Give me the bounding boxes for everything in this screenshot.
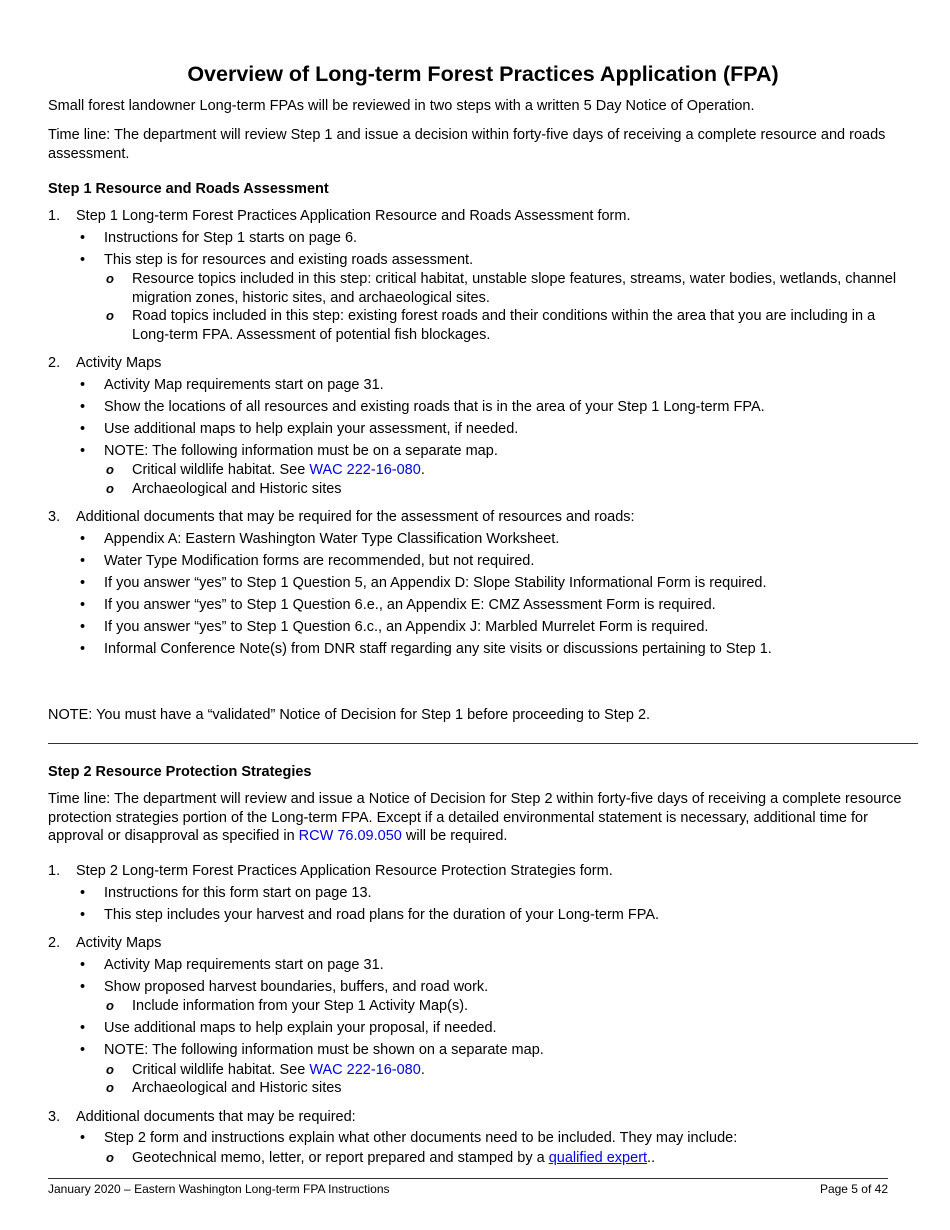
bullet-item bbox=[76, 1129, 908, 1167]
sub-bullet-icon: o bbox=[106, 1149, 114, 1165]
sub-list bbox=[104, 997, 908, 1016]
section-divider bbox=[48, 743, 918, 744]
bullet-list bbox=[76, 1129, 908, 1167]
bullet-item bbox=[76, 618, 908, 637]
bullet-text: NOTE: The following information must be on a separate map. bbox=[104, 442, 498, 459]
bullet-text: Water Type Modification forms are recommended, but not required. bbox=[104, 552, 535, 569]
bullet-item bbox=[76, 1041, 908, 1098]
bullet-text: Informal Conference Note(s) from DNR staff regarding any site visits or discussions pertaining to Step 1. bbox=[104, 640, 772, 657]
bullet-icon: • bbox=[80, 574, 86, 591]
numbered-item bbox=[48, 508, 908, 658]
sub-list bbox=[104, 461, 908, 498]
item-text: Activity Maps bbox=[76, 935, 162, 951]
sub-item bbox=[104, 270, 908, 307]
numbered-item bbox=[48, 934, 908, 1098]
timeline-step2-tail: will be required. bbox=[401, 828, 508, 844]
bullet-icon: • bbox=[80, 596, 86, 613]
intro-paragraph: Small forest landowner Long-term FPAs will be reviewed in two steps with a written 5 Day Notice of Operation. bbox=[48, 98, 755, 114]
page-title: Overview of Long-term Forest Practices Application (FPA) bbox=[187, 62, 779, 86]
bullet-item bbox=[76, 956, 908, 975]
footer-rule bbox=[48, 1178, 888, 1179]
item-text: Activity Maps bbox=[76, 355, 162, 371]
bullet-item bbox=[76, 596, 908, 615]
sub-item bbox=[104, 1079, 908, 1098]
bullet-list bbox=[76, 229, 908, 345]
sub-text: Archaeological and Historic sites bbox=[132, 480, 342, 497]
bullet-item bbox=[76, 251, 908, 345]
bullet-item bbox=[76, 552, 908, 571]
bullet-text: This step includes your harvest and road plans for the duration of your Long-term FPA. bbox=[104, 906, 660, 923]
bullet-item bbox=[76, 442, 908, 499]
item-number: 2. bbox=[48, 355, 61, 371]
item-text: Additional documents that may be required: bbox=[76, 1108, 356, 1125]
sub-bullet-icon: o bbox=[106, 271, 114, 286]
bullet-item bbox=[76, 398, 908, 417]
bullet-icon: • bbox=[80, 251, 86, 268]
timeline-step2 bbox=[48, 790, 908, 846]
bullet-item bbox=[76, 530, 908, 549]
bullet-text: Show proposed harvest boundaries, buffers, and road work. bbox=[104, 978, 489, 995]
page-number: Page 5 of 42 bbox=[819, 1182, 888, 1196]
bullet-text: If you answer “yes” to Step 1 Question 6.e., an Appendix E: CMZ Assessment Form is required. bbox=[104, 596, 716, 613]
item-number: 1. bbox=[48, 208, 61, 224]
bullet-icon: • bbox=[80, 552, 86, 569]
bullet-icon: • bbox=[80, 530, 86, 547]
bullet-text: Step 2 form and instructions explain what other documents need to be included. They may include: bbox=[104, 1130, 738, 1146]
qualified-expert-link[interactable]: qualified expert bbox=[548, 1149, 648, 1166]
bullet-item bbox=[76, 640, 908, 659]
sub-text: Resource topics included in this step: critical habitat, unstable slope features, streams, water bodies, wetlands, channel migration zones, historic sites, and archaeological sites. bbox=[132, 271, 897, 306]
sub-text-tail: .. bbox=[647, 1149, 656, 1166]
item-number: 3. bbox=[48, 1108, 61, 1125]
bullet-list bbox=[76, 956, 908, 1098]
step2-list bbox=[48, 862, 908, 1167]
sub-bullet-icon: o bbox=[106, 1061, 114, 1077]
item-text: Step 2 Long-term Forest Practices Application Resource Protection Strategies form. bbox=[76, 863, 613, 879]
item-number: 3. bbox=[48, 509, 61, 525]
bullet-item bbox=[76, 1019, 908, 1038]
rcw-link[interactable]: RCW 76.09.050 bbox=[298, 828, 402, 844]
bullet-list bbox=[76, 376, 908, 499]
step2-heading: Step 2 Resource Protection Strategies bbox=[48, 764, 312, 780]
sub-text: Critical wildlife habitat. See bbox=[132, 462, 310, 478]
bullet-icon: • bbox=[80, 442, 86, 459]
bullet-text: Instructions for Step 1 starts on page 6. bbox=[104, 229, 358, 246]
bullet-icon: • bbox=[80, 229, 86, 246]
bullet-text: If you answer “yes” to Step 1 Question 6.c., an Appendix J: Marbled Murrelet Form is required. bbox=[104, 618, 709, 635]
sub-item bbox=[104, 1061, 908, 1080]
bullet-list bbox=[76, 530, 908, 659]
step1-note: NOTE: You must have a “validated” Notice of Decision for Step 1 before proceeding to Step 2. bbox=[48, 707, 651, 723]
bullet-text: Show the locations of all resources and existing roads that is in the area of your Step 1 Long-term FPA. bbox=[104, 398, 765, 415]
bullet-icon: • bbox=[80, 906, 86, 923]
sub-text: Archaeological and Historic sites bbox=[132, 1080, 342, 1096]
item-text: Step 1 Long-term Forest Practices Application Resource and Roads Assessment form. bbox=[76, 208, 631, 224]
bullet-text: If you answer “yes” to Step 1 Question 5, an Appendix D: Slope Stability Informational Form is required. bbox=[104, 574, 767, 591]
wac-link[interactable]: WAC 222-16-080 bbox=[309, 1061, 421, 1078]
sub-text-tail: . bbox=[420, 462, 425, 478]
sub-list bbox=[104, 1149, 908, 1168]
sub-list bbox=[104, 1061, 908, 1098]
bullet-icon: • bbox=[80, 376, 86, 393]
bullet-item bbox=[76, 376, 908, 395]
bullet-item bbox=[76, 229, 908, 248]
bullet-text: Use additional maps to help explain your assessment, if needed. bbox=[104, 420, 519, 437]
sub-item bbox=[104, 1149, 908, 1168]
timeline-step2-text: Time line: The department will review and issue a Notice of Decision for Step 2 within forty-five days of receiving a complete resource protection strategies portion of the Long-term FPA. Except if a detailed environmental statement is necessary, additional time for approval or disapproval as specified in bbox=[48, 791, 902, 844]
bullet-icon: • bbox=[80, 1042, 86, 1058]
bullet-item bbox=[76, 574, 908, 593]
bullet-icon: • bbox=[80, 978, 86, 995]
sub-text: Include information from your Step 1 Activity Map(s). bbox=[132, 998, 469, 1014]
item-number: 1. bbox=[48, 863, 61, 879]
bullet-text: Activity Map requirements start on page 31. bbox=[104, 956, 384, 973]
sub-item bbox=[104, 997, 908, 1016]
step1-list bbox=[48, 207, 908, 658]
bullet-icon: • bbox=[80, 420, 86, 437]
numbered-item bbox=[48, 354, 908, 498]
sub-text: Road topics included in this step: existing forest roads and their conditions within the area that you are including in a Long-term FPA. Assessment of potential fish blockages. bbox=[132, 308, 876, 343]
item-text: Additional documents that may be required for the assessment of resources and roads: bbox=[76, 509, 635, 525]
bullet-item bbox=[76, 884, 908, 903]
numbered-item bbox=[48, 207, 908, 344]
sub-bullet-icon: o bbox=[106, 480, 114, 496]
bullet-icon: • bbox=[80, 398, 86, 415]
sub-item bbox=[104, 480, 908, 499]
bullet-text: Instructions for this form start on page 13. bbox=[104, 884, 372, 901]
bullet-text: Appendix A: Eastern Washington Water Type Classification Worksheet. bbox=[104, 530, 560, 547]
bullet-text: NOTE: The following information must be shown on a separate map. bbox=[104, 1042, 544, 1058]
bullet-item bbox=[76, 978, 908, 1016]
numbered-item bbox=[48, 1108, 908, 1168]
bullet-text: This step is for resources and existing roads assessment. bbox=[104, 251, 474, 268]
sub-item bbox=[104, 307, 908, 344]
sub-text-tail: . bbox=[420, 1061, 425, 1078]
bullet-icon: • bbox=[80, 956, 86, 973]
bullet-icon: • bbox=[80, 1130, 86, 1146]
bullet-icon: • bbox=[80, 1020, 86, 1036]
sub-item bbox=[104, 461, 908, 480]
sub-bullet-icon: o bbox=[106, 998, 114, 1013]
sub-bullet-icon: o bbox=[106, 308, 114, 323]
sub-text: Geotechnical memo, letter, or report prepared and stamped by a bbox=[132, 1149, 549, 1166]
timeline-step1: Time line: The department will review Step 1 and issue a decision within forty-five days of receiving a complete resource and roads assessment. bbox=[48, 127, 886, 162]
bullet-text: Activity Map requirements start on page 31. bbox=[104, 376, 384, 393]
sub-list bbox=[104, 270, 908, 344]
bullet-item bbox=[76, 420, 908, 439]
sub-bullet-icon: o bbox=[106, 1080, 114, 1095]
bullet-item bbox=[76, 906, 908, 925]
bullet-icon: • bbox=[80, 884, 86, 901]
item-number: 2. bbox=[48, 935, 61, 951]
wac-link[interactable]: WAC 222-16-080 bbox=[309, 462, 421, 478]
footer-left: January 2020 – Eastern Washington Long-term FPA Instructions bbox=[48, 1182, 390, 1196]
step1-heading: Step 1 Resource and Roads Assessment bbox=[48, 181, 329, 197]
numbered-item bbox=[48, 862, 908, 924]
bullet-icon: • bbox=[80, 618, 86, 635]
sub-bullet-icon: o bbox=[106, 462, 114, 477]
bullet-icon: • bbox=[80, 640, 86, 657]
bullet-list bbox=[76, 884, 908, 925]
sub-text: Critical wildlife habitat. See bbox=[132, 1061, 310, 1078]
bullet-text: Use additional maps to help explain your proposal, if needed. bbox=[104, 1020, 497, 1036]
